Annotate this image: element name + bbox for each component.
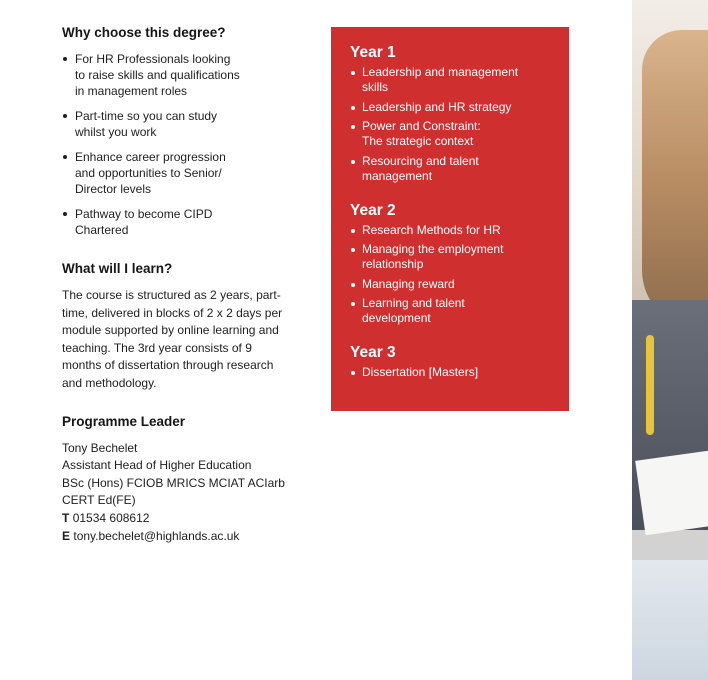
module-item: Resourcing and talent management [350,154,569,184]
module-item: Leadership and management skills [350,65,569,95]
leader-role: Assistant Head of Higher Education [62,458,252,473]
phone-label: T [62,510,70,525]
module-item: Managing the employment relationship [350,242,569,272]
left-column [62,24,302,545]
leader-qualifications: BSc (Hons) FCIOB MRICS MCIAT ACIarb CERT Ed(FE) [62,475,285,508]
leader-contact [62,440,302,546]
photo-paper [635,450,708,535]
year-2-modules [350,223,569,327]
why-bullet: For HR Professionals looking to raise skills and qualifications in management roles [62,51,302,99]
year-3-modules [350,365,569,380]
leader-email[interactable]: tony.bechelet@highlands.ac.uk [73,528,240,543]
leader-email-line [62,528,302,546]
why-bullet: Part-time so you can study whilst you work [62,108,302,140]
why-bullet: Enhance career progression and opportunities to Senior/ Director levels [62,149,302,197]
module-item: Managing reward [350,277,569,292]
email-label: E [62,528,71,543]
leader-phone-line [62,510,302,528]
learn-body: The course is structured as 2 years, part-time, delivered in blocks of 2 x 2 days per module supported by online learning and teaching. The 3rd year consists of 9 months of dissertation through research and methodology. [62,288,283,390]
year-3-title: Year 3 [350,344,396,361]
photo-hair [642,30,708,330]
year-2-group [350,202,569,327]
year-3-group [350,344,569,380]
year-1-group [350,44,569,184]
year-1-modules [350,65,569,184]
leader-heading: Programme Leader [62,413,186,429]
modules-panel [331,27,569,411]
year-2-title: Year 2 [350,201,396,219]
pen-icon [646,335,654,435]
why-bullet: Pathway to become CIPD Chartered [62,206,302,238]
student-photo [632,0,708,680]
module-item: Power and Constraint: The strategic context [350,119,569,149]
leader-phone[interactable]: 01534 608612 [72,510,150,525]
why-list [62,51,302,238]
leader-name: Tony Bechelet [62,440,138,455]
why-heading: Why choose this degree? [62,25,226,40]
photo-desk [632,560,708,680]
module-item: Research Methods for HR [350,223,569,238]
module-item: Learning and talent development [350,296,569,326]
year-1-title: Year 1 [350,44,396,61]
module-item: Leadership and HR strategy [350,100,569,115]
learn-heading: What will I learn? [62,261,173,276]
module-item: Dissertation [Masters] [350,365,569,380]
